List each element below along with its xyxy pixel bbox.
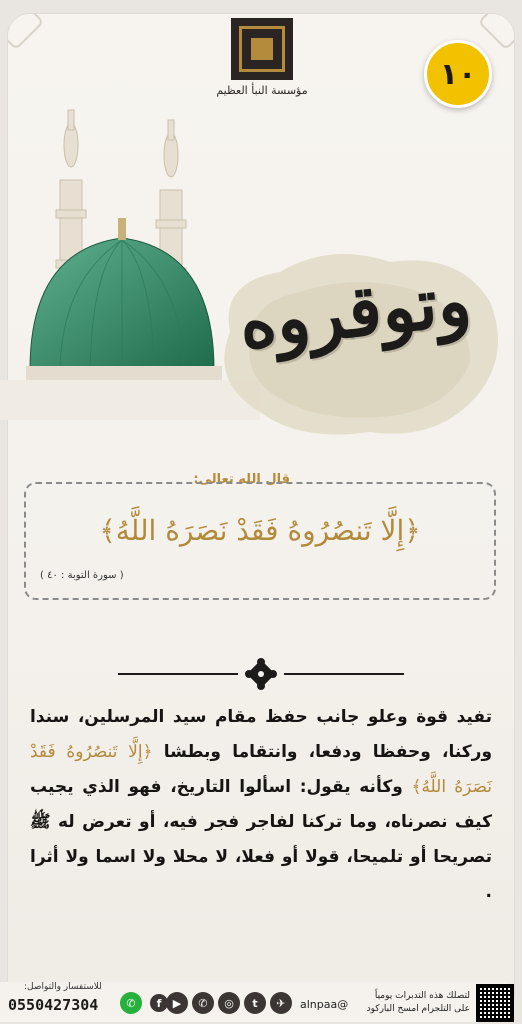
verse-text: ﴿إِلَّا تَنصُرُوهُ فَقَدْ نَصَرَهُ اللَّهُ﴾ xyxy=(99,514,421,547)
logo-mark-icon xyxy=(231,18,293,80)
inline-verse: ﴿إِلَّا تَنصُرُوهُ فَقَدْ نَصَرَهُ اللَّهُ﴾ xyxy=(30,742,492,797)
phone-number[interactable]: 0550427304 xyxy=(8,996,99,1014)
telegram-icon[interactable]: ✈ xyxy=(270,992,292,1014)
twitter-icon[interactable]: t xyxy=(244,992,266,1014)
title-calligraphy: وتوقروه xyxy=(235,258,475,365)
facebook-icon[interactable]: f xyxy=(150,994,168,1012)
youtube-icon[interactable]: ▶ xyxy=(166,992,188,1014)
contact-label: للاستفسار والتواصل: xyxy=(24,982,102,992)
verse-reference: ( سورة التوبة : ٤٠ ) xyxy=(40,570,124,581)
footer-note-line1: لتصلك هذه التدبرات يومياً xyxy=(374,991,470,1001)
body-text-part1: تفيد قوة وعلو جانب حفظ مقام سيد المرسلين، سندا وركنا، وحفظا ودفعا، وانتقاما وبطشا xyxy=(30,707,493,762)
episode-number-badge: ١٠ xyxy=(424,40,492,108)
verse-box xyxy=(24,482,496,600)
verse-intro: قال الله تعالى: xyxy=(193,472,290,487)
social-handle[interactable]: alnpaa@ xyxy=(300,998,349,1011)
footer-note xyxy=(367,990,470,1016)
instagram-icon[interactable]: ◎ xyxy=(218,992,240,1014)
org-logo xyxy=(212,18,312,97)
org-name: مؤسسة النبأ العظيم xyxy=(216,84,308,97)
whatsapp-icon[interactable]: ✆ xyxy=(192,992,214,1014)
body-paragraph xyxy=(30,700,492,910)
whatsapp-contact-icon[interactable]: ✆ xyxy=(120,992,142,1014)
corner-ornament xyxy=(478,14,514,50)
corner-ornament xyxy=(8,14,44,50)
body-text-part2: وكأنه يقول: اسألوا التاريخ، فهو الذي يجيب كيف نصرناه، وما تركنا لفاجر فجر فيه، أو تعرض له ﷺ تصريحا أو تلميحا، قولا أو فعلا، لا محلا ولا اسما ولا أثرا . xyxy=(30,777,492,902)
ornamental-divider xyxy=(118,658,404,690)
footer-note-line2: على التلجرام امسح الباركود xyxy=(366,1004,470,1014)
qr-code[interactable] xyxy=(476,984,514,1022)
